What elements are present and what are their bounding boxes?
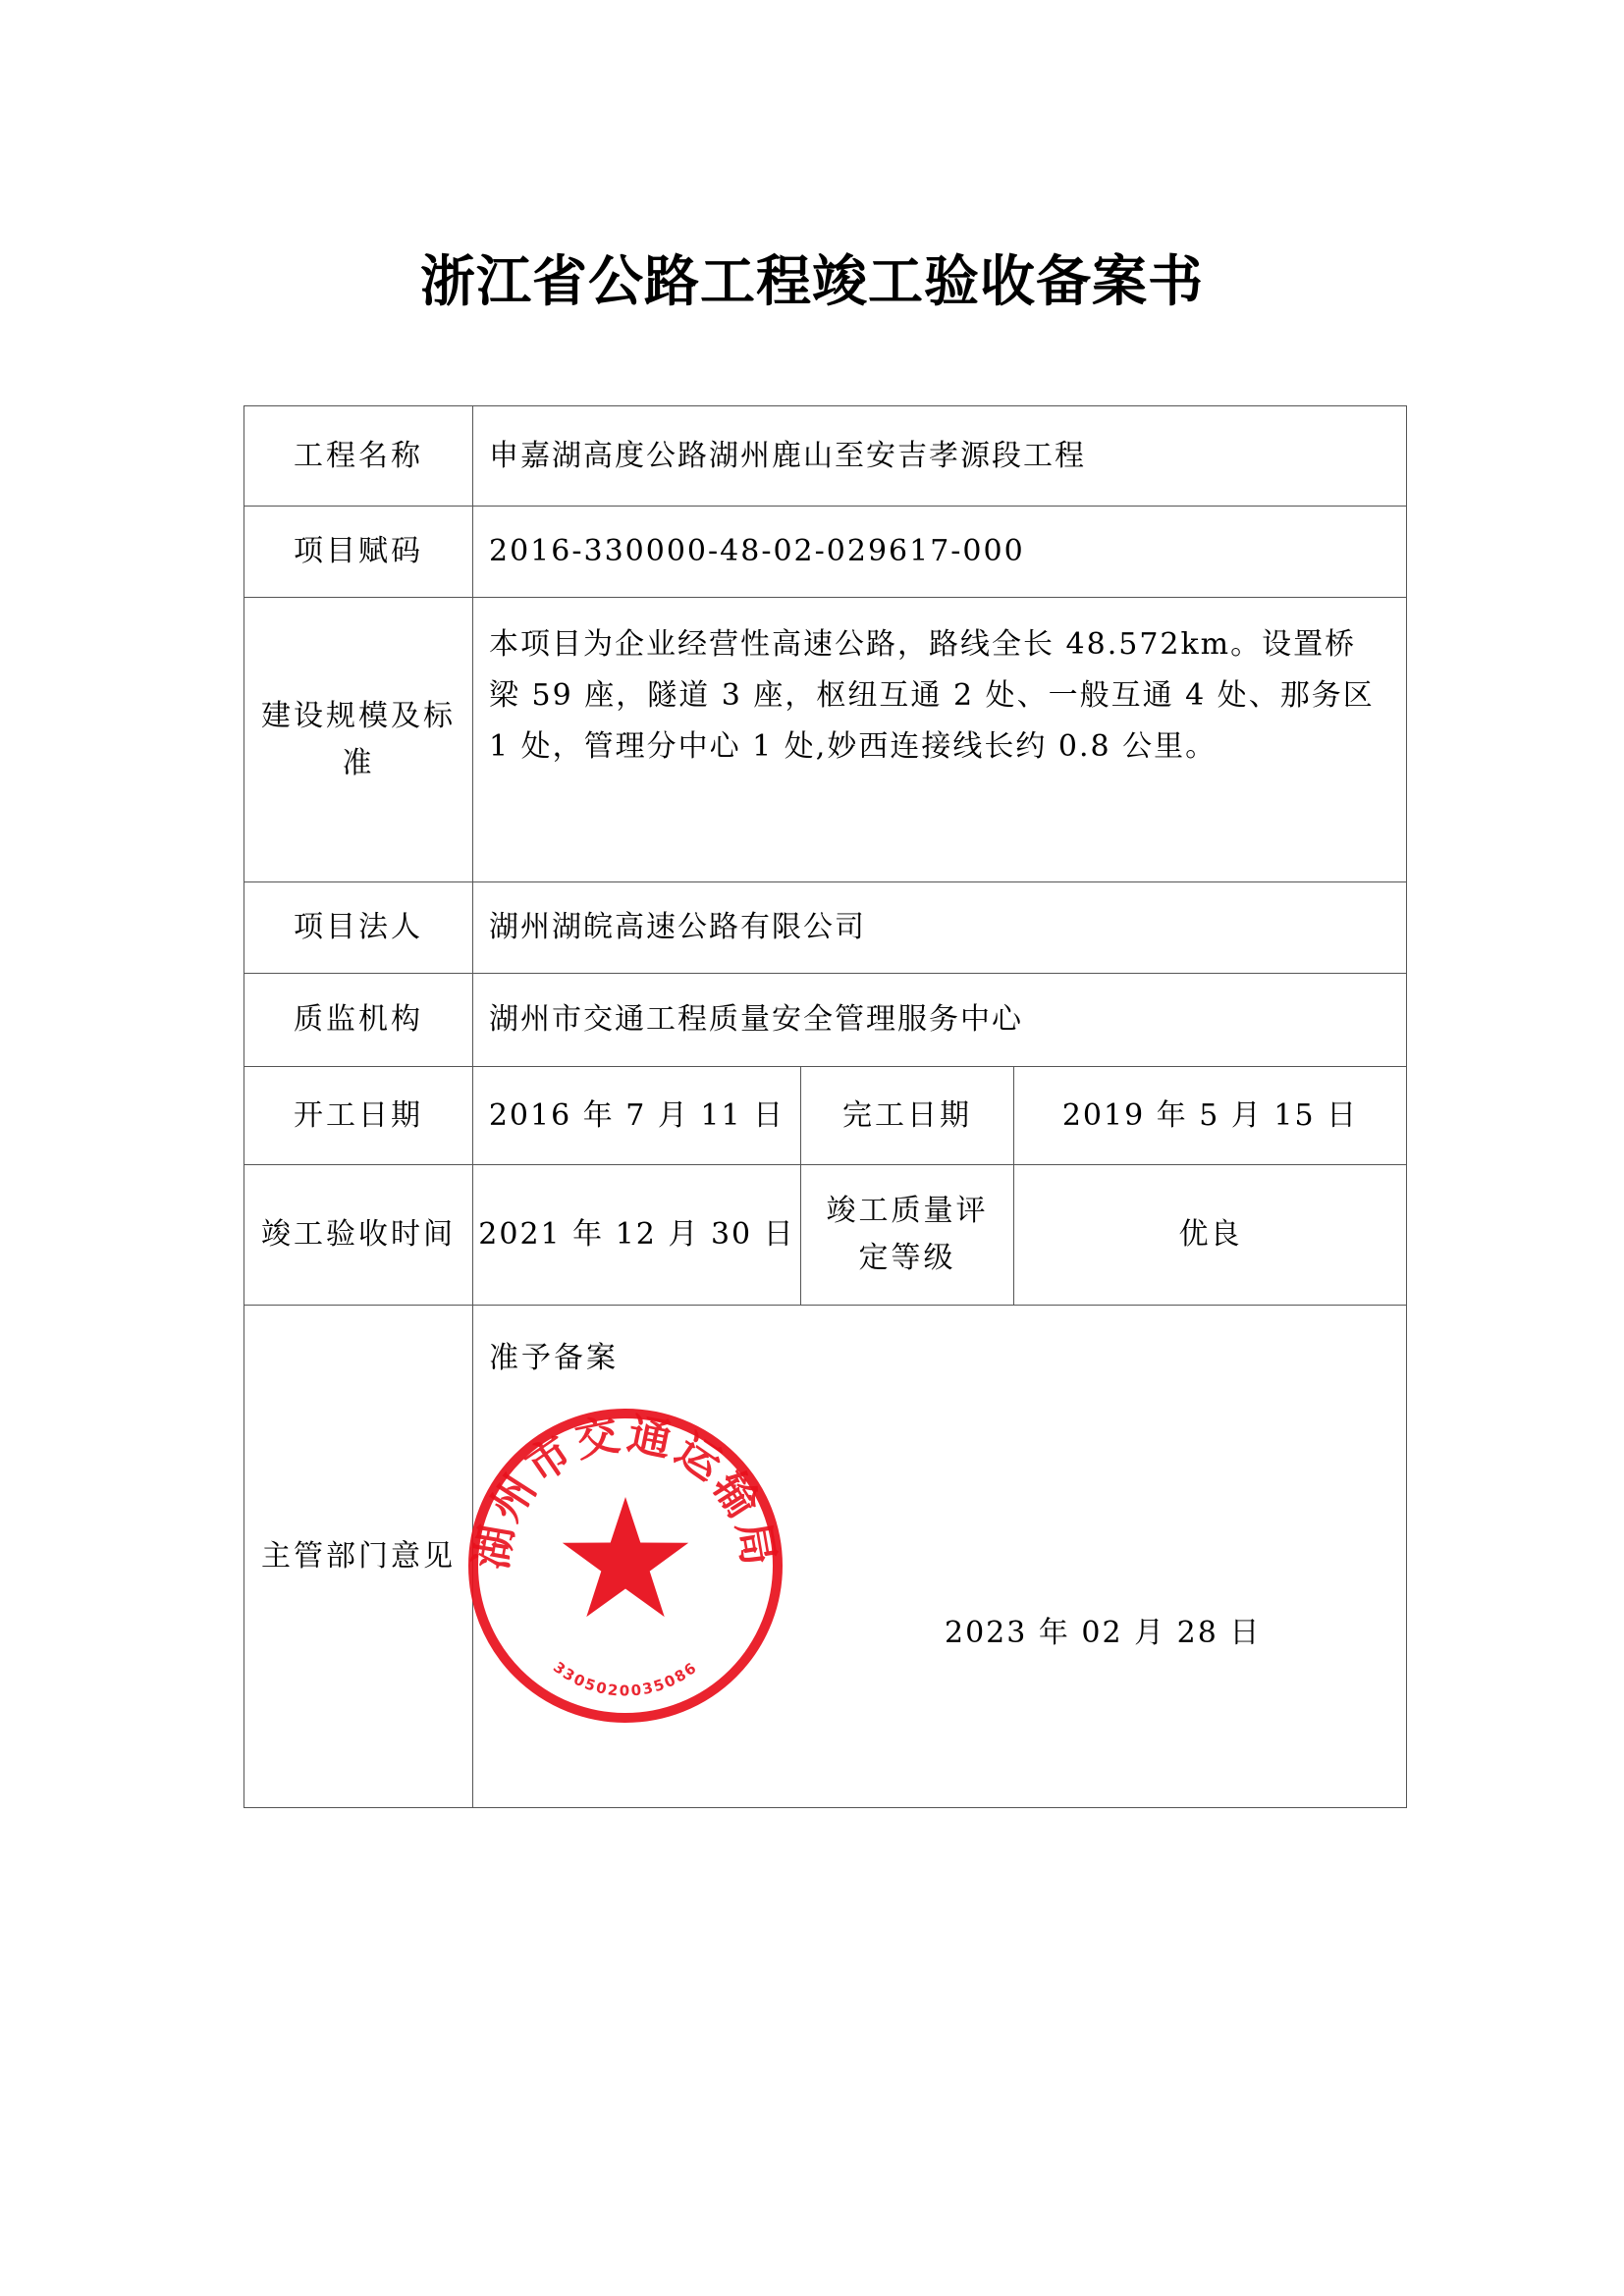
quality-grade-value: 优良: [1014, 1165, 1407, 1306]
opinion-cell: [466, 1306, 1407, 1808]
project-name-label: 工程名称: [244, 406, 473, 507]
start-date-label: 开工日期: [244, 1067, 473, 1165]
project-code-label: 项目赋码: [244, 507, 473, 598]
quality-grade-label: 竣工质量评定等级: [801, 1165, 1014, 1306]
acceptance-time-value: 2021 年 12 月 30 日: [473, 1165, 801, 1306]
svg-text:3305020035086: [550, 1658, 701, 1699]
row-opinion: [244, 1306, 1407, 1808]
acceptance-time-label: 竣工验收时间: [244, 1165, 473, 1306]
official-seal-icon: [463, 1404, 787, 1728]
row-legal-person: [244, 882, 1407, 974]
seal-name-text: 湖州市交通运输局: [466, 1409, 785, 1574]
project-name-value: 申嘉湖高度公路湖州鹿山至安吉孝源段工程: [473, 406, 1407, 507]
document-title: 浙江省公路工程竣工验收备案书: [420, 250, 1204, 314]
scale-label: 建设规模及标准: [244, 598, 473, 882]
record-table: [244, 405, 1407, 1808]
opinion-text: 准予备案: [489, 1341, 619, 1375]
quality-agency-label: 质监机构: [244, 974, 473, 1067]
scale-value: 本项目为企业经营性高速公路，路线全长 48.572km。设置桥梁 59 座，隧道 3 座，枢纽互通 2 处、一般互通 4 处、那务区 1 处，管理分中心 1 处,妙西连接线长约 0.8 公里。: [473, 598, 1407, 882]
row-project-name: [244, 406, 1407, 507]
row-acceptance: [244, 1165, 1407, 1306]
row-project-code: [244, 507, 1407, 598]
seal-number-text: 3305020035086: [550, 1658, 701, 1700]
opinion-label: 主管部门意见: [244, 1306, 473, 1808]
start-date-value: 2016 年 7 月 11 日: [473, 1067, 801, 1165]
opinion-date: 2023 年 02 月 28 日: [945, 1616, 1262, 1650]
row-quality-agency: [244, 974, 1407, 1067]
row-scale: [244, 598, 1407, 882]
finish-date-label: 完工日期: [801, 1067, 1014, 1165]
legal-person-value: 湖州湖皖高速公路有限公司: [473, 882, 1407, 974]
row-dates: [244, 1067, 1407, 1165]
project-code-value: 2016-330000-48-02-029617-000: [473, 507, 1407, 598]
legal-person-label: 项目法人: [244, 882, 473, 974]
finish-date-value: 2019 年 5 月 15 日: [1014, 1067, 1407, 1165]
quality-agency-value: 湖州市交通工程质量安全管理服务中心: [473, 974, 1407, 1067]
